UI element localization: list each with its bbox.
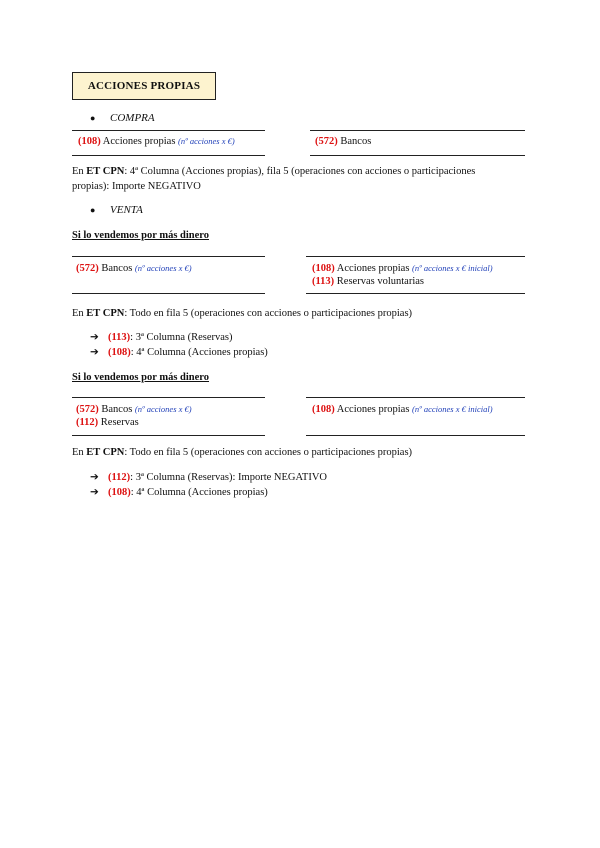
entry-debit bbox=[76, 263, 192, 274]
account-code: (112) bbox=[108, 472, 131, 483]
list-item: ➔ (113): 3ª Columna (Reservas) bbox=[90, 332, 233, 343]
divider bbox=[72, 293, 265, 294]
et-cpn-label: ET CPN bbox=[86, 308, 125, 319]
entry-credit bbox=[312, 404, 493, 415]
account-name: Acciones propias bbox=[336, 263, 410, 274]
divider bbox=[72, 256, 265, 257]
account-name: Acciones propias bbox=[102, 136, 176, 147]
account-name: Reservas bbox=[100, 417, 139, 428]
divider bbox=[310, 130, 525, 131]
amount-note: (nº acciones x €) bbox=[178, 136, 235, 146]
account-code: (108) bbox=[78, 136, 101, 147]
account-code: (108) bbox=[312, 263, 335, 274]
entry-credit bbox=[315, 136, 371, 147]
account-name: Acciones propias bbox=[336, 404, 410, 415]
account-code: (108) bbox=[108, 487, 131, 498]
account-code: (572) bbox=[76, 263, 99, 274]
paragraph-case2: En ET CPN: Todo en fila 5 (operaciones con acciones o participaciones propias) bbox=[72, 447, 413, 458]
account-code: (108) bbox=[312, 404, 335, 415]
divider bbox=[72, 397, 265, 398]
divider bbox=[306, 435, 525, 436]
paragraph-case1: En ET CPN: Todo en fila 5 (operaciones con acciones o participaciones propias) bbox=[72, 308, 413, 319]
account-code: (572) bbox=[76, 404, 99, 415]
section-title-text: ACCIONES PROPIAS bbox=[87, 80, 201, 92]
et-cpn-label: ET CPN bbox=[86, 166, 125, 177]
account-name: Bancos bbox=[101, 263, 133, 274]
account-name: Bancos bbox=[101, 404, 133, 415]
account-code: (113) bbox=[312, 276, 335, 287]
amount-note: (nº acciones x € inicial) bbox=[412, 404, 493, 414]
bullet-dot-icon: ● bbox=[90, 113, 96, 123]
divider bbox=[306, 256, 525, 257]
entry-debit-1 bbox=[76, 404, 192, 415]
divider bbox=[72, 435, 265, 436]
entry-debit bbox=[78, 136, 235, 147]
entry-credit-1 bbox=[312, 263, 493, 274]
bullet-venta bbox=[90, 204, 143, 216]
account-name: Reservas voluntarias bbox=[336, 276, 424, 287]
account-name: Bancos bbox=[340, 136, 372, 147]
divider bbox=[306, 293, 525, 294]
divider bbox=[72, 130, 265, 131]
amount-note: (nº acciones x €) bbox=[134, 263, 192, 273]
case1-heading: Si lo vendemos por más dinero bbox=[72, 230, 210, 241]
amount-note: (nº acciones x €) bbox=[134, 404, 192, 414]
bullet-compra-label: COMPRA bbox=[110, 112, 155, 124]
divider bbox=[306, 397, 525, 398]
entry-credit-2 bbox=[312, 276, 424, 287]
bullet-dot-icon: ● bbox=[90, 205, 96, 215]
arrow-icon: ➔ bbox=[90, 332, 99, 343]
account-code: (113) bbox=[108, 332, 131, 343]
bullet-venta-label: VENTA bbox=[110, 204, 143, 216]
arrow-icon: ➔ bbox=[90, 487, 99, 498]
arrow-icon: ➔ bbox=[90, 347, 99, 358]
account-code: (108) bbox=[108, 347, 131, 358]
divider bbox=[72, 155, 265, 156]
case2-heading: Si lo vendemos por más dinero bbox=[72, 372, 210, 383]
entry-debit-2 bbox=[76, 417, 139, 428]
arrow-icon: ➔ bbox=[90, 472, 99, 483]
amount-note: (nº acciones x € inicial) bbox=[412, 263, 493, 273]
account-code: (112) bbox=[76, 417, 99, 428]
list-item: ➔ (108): 4ª Columna (Acciones propias) bbox=[90, 487, 268, 498]
divider bbox=[310, 155, 525, 156]
list-item: ➔ (108): 4ª Columna (Acciones propias) bbox=[90, 347, 268, 358]
bullet-compra bbox=[90, 112, 155, 124]
list-item: ➔ (112): 3ª Columna (Reservas): Importe NEGATIVO bbox=[90, 472, 327, 483]
section-title bbox=[72, 72, 216, 100]
account-code: (572) bbox=[315, 136, 338, 147]
et-cpn-label: ET CPN bbox=[86, 447, 125, 458]
paragraph-compra: En ET CPN: 4ª Columna (Acciones propias), fila 5 (operaciones con acciones o participaciones propias): Importe NEGATIVO bbox=[72, 166, 476, 192]
